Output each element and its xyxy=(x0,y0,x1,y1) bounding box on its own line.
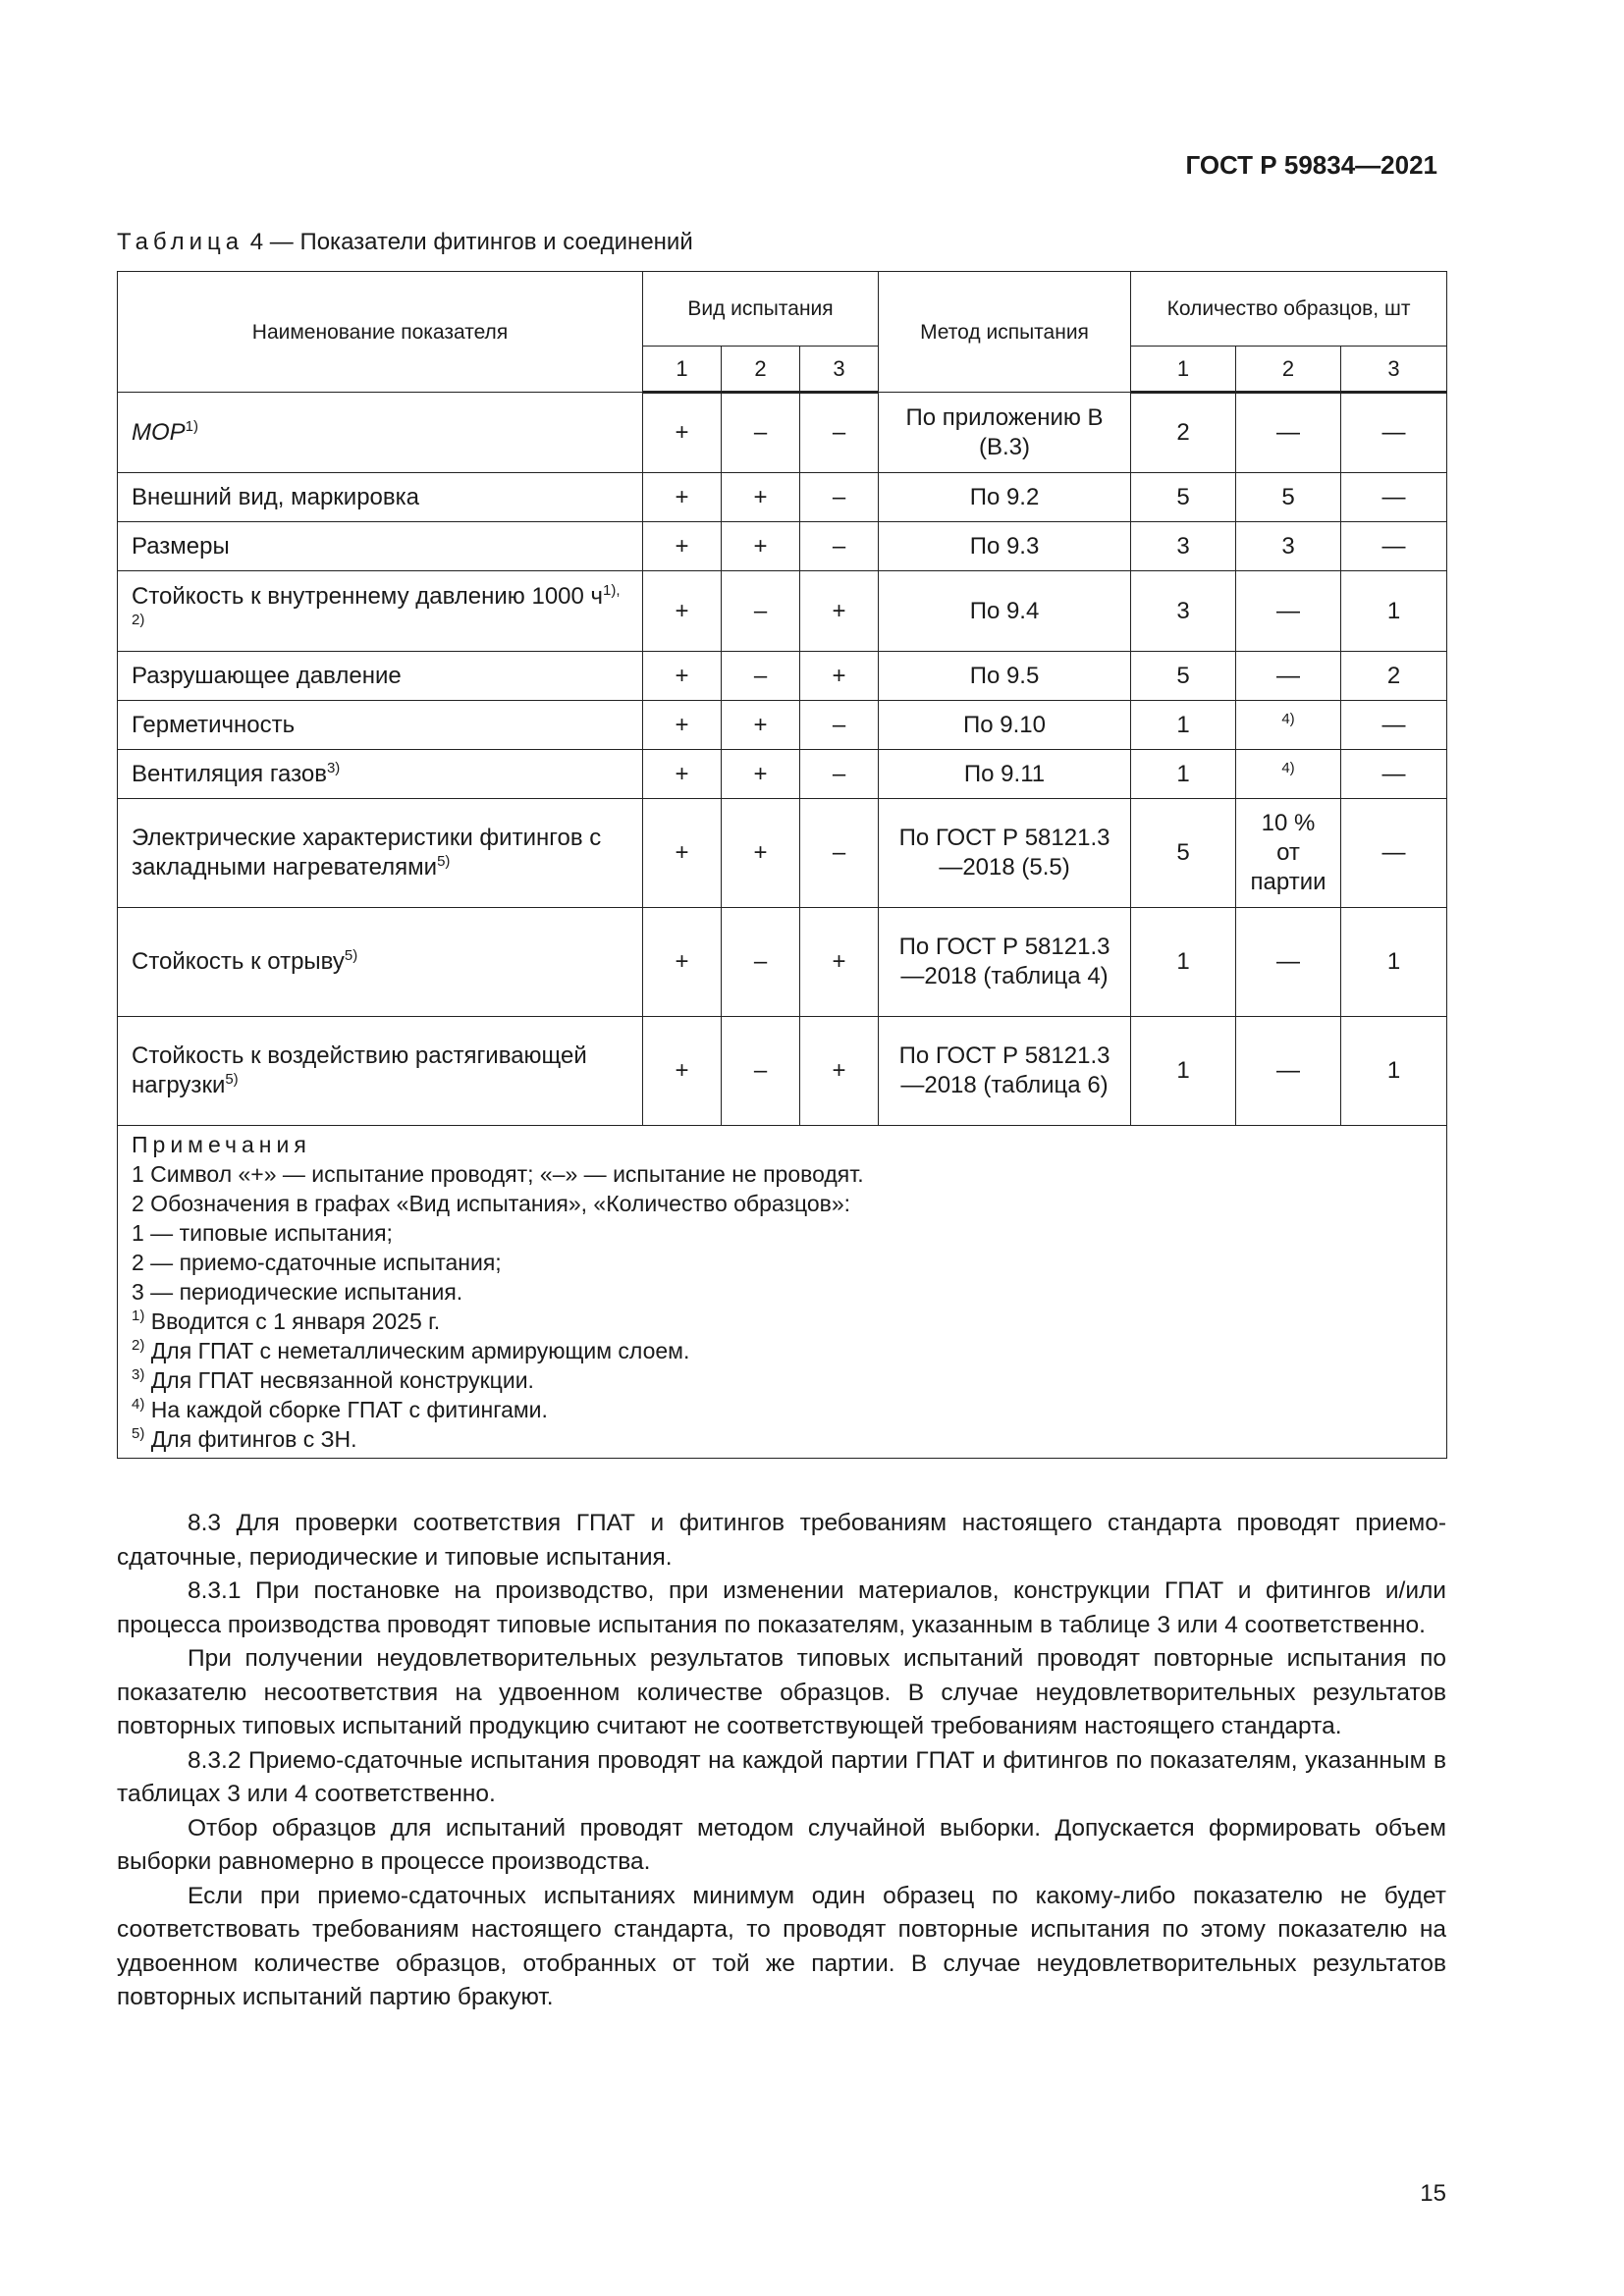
indicators-table xyxy=(117,271,1447,1459)
test-type-2-cell: + xyxy=(722,750,800,799)
note-line: 3 — периодические испытания. xyxy=(132,1279,463,1305)
sample-count-3-cell: — xyxy=(1341,393,1447,473)
test-type-1-cell: + xyxy=(643,908,722,1017)
method-cell: По 9.3 xyxy=(879,522,1131,571)
sample-count-3-cell: — xyxy=(1341,522,1447,571)
test-type-3-cell: – xyxy=(800,750,879,799)
test-type-1-cell: + xyxy=(643,701,722,750)
table-caption xyxy=(117,229,693,256)
test-type-1-cell: + xyxy=(643,652,722,701)
method-cell: По 9.4 xyxy=(879,571,1131,652)
table-row xyxy=(118,571,1447,652)
footnote: $^{4)}$ На каждой сборке ГПАТ с фитингами. xyxy=(132,1396,548,1422)
header-test-type-3: 3 xyxy=(800,347,879,393)
sample-count-3-cell: — xyxy=(1341,701,1447,750)
sample-count-1-cell: 3 xyxy=(1131,571,1236,652)
indicator-name-cell: Размеры xyxy=(118,522,643,571)
paragraph: 8.3 Для проверки соответствия ГПАТ и фитингов требованиям настоящего стандарта проводят приемо-сдаточные, периодические и типовые испытания. xyxy=(117,1510,1446,1571)
footnote: $^{5)}$ Для фитингов с ЗН. xyxy=(132,1425,357,1452)
test-type-3-cell: – xyxy=(800,473,879,522)
sample-count-1-cell: 5 xyxy=(1131,473,1236,522)
test-type-1-cell: + xyxy=(643,522,722,571)
sample-count-2-cell: 10 % от партии xyxy=(1236,799,1341,908)
sample-count-3-cell: 1 xyxy=(1341,908,1447,1017)
table-row xyxy=(118,799,1447,908)
indicator-name-cell: Герметичность xyxy=(118,701,643,750)
test-type-2-cell: + xyxy=(722,701,800,750)
table-row xyxy=(118,1017,1447,1126)
sample-count-2-cell: 5 xyxy=(1236,473,1341,522)
note-line: 1 — типовые испытания; xyxy=(132,1220,393,1246)
test-type-3-cell: + xyxy=(800,908,879,1017)
sample-count-2-cell: — xyxy=(1236,908,1341,1017)
test-type-3-cell: + xyxy=(800,652,879,701)
sample-count-2-cell: 3 xyxy=(1236,522,1341,571)
paragraph: 8.3.2 Приемо-сдаточные испытания проводят на каждой партии ГПАТ и фитингов по показателям, указанным в таблицах 3 или 4 соответственно. xyxy=(117,1746,1446,1807)
sample-count-1-cell: 2 xyxy=(1131,393,1236,473)
sample-count-1-cell: 1 xyxy=(1131,701,1236,750)
header-indicator-name: Наименование показателя xyxy=(118,272,643,393)
test-type-3-cell: + xyxy=(800,1017,879,1126)
test-type-2-cell: – xyxy=(722,652,800,701)
footnote-ref: 4) xyxy=(1281,710,1295,727)
note-line: 2 — приемо-сдаточные испытания; xyxy=(132,1250,502,1275)
header-test-type-2: 2 xyxy=(722,347,800,393)
method-cell: По 9.11 xyxy=(879,750,1131,799)
body-text xyxy=(117,1507,1446,2015)
table-caption-text: 4 — Показатели фитингов и соединений xyxy=(244,229,693,255)
sample-count-2-cell: — xyxy=(1236,571,1341,652)
sample-count-2-cell: — xyxy=(1236,1017,1341,1126)
indicator-name-cell: Стойкость к внутреннему давлению 1000 $ч^{1), 2)}$ xyxy=(118,571,643,652)
indicator-name-cell: Стойкость к воздействию растягивающей нагрузки$^{5)}$ xyxy=(118,1017,643,1126)
sample-count-2-cell: — xyxy=(1236,652,1341,701)
test-type-2-cell: – xyxy=(722,1017,800,1126)
sample-count-2-cell xyxy=(1236,701,1341,750)
sample-count-1-cell: 5 xyxy=(1131,799,1236,908)
test-type-1-cell: + xyxy=(643,571,722,652)
table-row xyxy=(118,701,1447,750)
paragraph: Если при приемо-сдаточных испытаниях минимум один образец по какому-либо показателю не будет соответствовать требованиям настоящего стандарта, то проводят повторные испытания по этому показателю на удвоенном количестве образцов, отобранных от той же партии. В случае неудовлетворительных результатов повторных испытаний партию бракуют. xyxy=(117,1882,1446,2010)
test-type-2-cell: + xyxy=(722,522,800,571)
header-sample-count-3: 3 xyxy=(1341,347,1447,393)
header-sample-count-2: 2 xyxy=(1236,347,1341,393)
test-type-1-cell: + xyxy=(643,1017,722,1126)
table-row xyxy=(118,473,1447,522)
test-type-1-cell: + xyxy=(643,799,722,908)
header-test-method: Метод испытания xyxy=(879,272,1131,393)
sample-count-1-cell: 5 xyxy=(1131,652,1236,701)
indicator-name-cell: Стойкость к отрыву$^{5)}$ xyxy=(118,908,643,1017)
indicator-name-cell: Электрические характеристики фитингов с закладными нагревателями$^{5)}$ xyxy=(118,799,643,908)
header-sample-count: Количество образцов, шт xyxy=(1131,272,1447,347)
sample-count-1-cell: 3 xyxy=(1131,522,1236,571)
paragraph: Отбор образцов для испытаний проводят методом случайной выборки. Допускается формировать объем выборки равномерно в процессе производства. xyxy=(117,1814,1446,1875)
table-notes xyxy=(118,1126,1447,1459)
method-cell: По 9.2 xyxy=(879,473,1131,522)
header-test-type: Вид испытания xyxy=(643,272,879,347)
paragraph: 8.3.1 При постановке на производство, при изменении материалов, конструкции ГПАТ и фитингов и/или процесса производства проводят типовые испытания по показателям, указанным в таблице 3 или 4 соответственно. xyxy=(117,1577,1446,1638)
sample-count-3-cell: 2 xyxy=(1341,652,1447,701)
test-type-3-cell: – xyxy=(800,701,879,750)
header-test-type-1: 1 xyxy=(643,347,722,393)
document-code: ГОСТ Р 59834—2021 xyxy=(1185,150,1437,180)
sample-count-2-cell: — xyxy=(1236,393,1341,473)
table-row xyxy=(118,652,1447,701)
sample-count-3-cell: 1 xyxy=(1341,1017,1447,1126)
method-cell: По приложению В (В.3) xyxy=(879,393,1131,473)
note-line: 1 Символ «+» — испытание проводят; «–» — испытание не проводят. xyxy=(132,1161,864,1187)
method-cell: По 9.10 xyxy=(879,701,1131,750)
indicator-name-cell: Внешний вид, маркировка xyxy=(118,473,643,522)
indicator-name-cell: MOP$^{1)}$ xyxy=(118,393,643,473)
table-row xyxy=(118,522,1447,571)
sample-count-3-cell: — xyxy=(1341,473,1447,522)
test-type-3-cell: – xyxy=(800,522,879,571)
notes-title: Примечания xyxy=(132,1132,311,1157)
test-type-2-cell: – xyxy=(722,393,800,473)
footnote-ref: 4) xyxy=(1281,759,1295,776)
indicator-name-cell: Вентиляция газов$^{3)}$ xyxy=(118,750,643,799)
test-type-2-cell: + xyxy=(722,799,800,908)
indicator-name-cell: Разрушающее давление xyxy=(118,652,643,701)
table-row xyxy=(118,908,1447,1017)
note-line: 2 Обозначения в графах «Вид испытания», «Количество образцов»: xyxy=(132,1191,851,1216)
paragraph: При получении неудовлетворительных результатов типовых испытаний проводят повторные испытания по показателю несоответствия на удвоенном количестве образцов. В случае неудовлетворительных результатов повторных типовых испытаний продукцию считают не соответствующей требованиям настоящего стандарта. xyxy=(117,1645,1446,1739)
footnote: $^{3)}$ Для ГПАТ несвязанной конструкции. xyxy=(132,1366,534,1393)
method-cell: По 9.5 xyxy=(879,652,1131,701)
sample-count-3-cell: 1 xyxy=(1341,571,1447,652)
sample-count-2-cell xyxy=(1236,750,1341,799)
test-type-3-cell: + xyxy=(800,571,879,652)
footnote: $^{1)}$ Вводится с 1 января 2025 г. xyxy=(132,1308,441,1334)
test-type-1-cell: + xyxy=(643,750,722,799)
sample-count-1-cell: 1 xyxy=(1131,908,1236,1017)
header-sample-count-1: 1 xyxy=(1131,347,1236,393)
page-number: 15 xyxy=(1420,2180,1446,2207)
method-cell: По ГОСТ Р 58121.3—2018 (5.5) xyxy=(879,799,1131,908)
sample-count-1-cell: 1 xyxy=(1131,1017,1236,1126)
table-caption-label: Таблица xyxy=(117,229,244,255)
method-cell: По ГОСТ Р 58121.3—2018 (таблица 6) xyxy=(879,1017,1131,1126)
method-cell: По ГОСТ Р 58121.3—2018 (таблица 4) xyxy=(879,908,1131,1017)
sample-count-1-cell: 1 xyxy=(1131,750,1236,799)
test-type-1-cell: + xyxy=(643,393,722,473)
sample-count-3-cell: — xyxy=(1341,750,1447,799)
table-row xyxy=(118,393,1447,473)
footnote: $^{2)}$ Для ГПАТ с неметаллическим армирующим слоем. xyxy=(132,1337,690,1363)
sample-count-3-cell: — xyxy=(1341,799,1447,908)
test-type-1-cell: + xyxy=(643,473,722,522)
test-type-2-cell: – xyxy=(722,571,800,652)
test-type-3-cell: – xyxy=(800,799,879,908)
notes-row xyxy=(118,1126,1447,1459)
test-type-3-cell: – xyxy=(800,393,879,473)
test-type-2-cell: – xyxy=(722,908,800,1017)
test-type-2-cell: + xyxy=(722,473,800,522)
table-row xyxy=(118,750,1447,799)
